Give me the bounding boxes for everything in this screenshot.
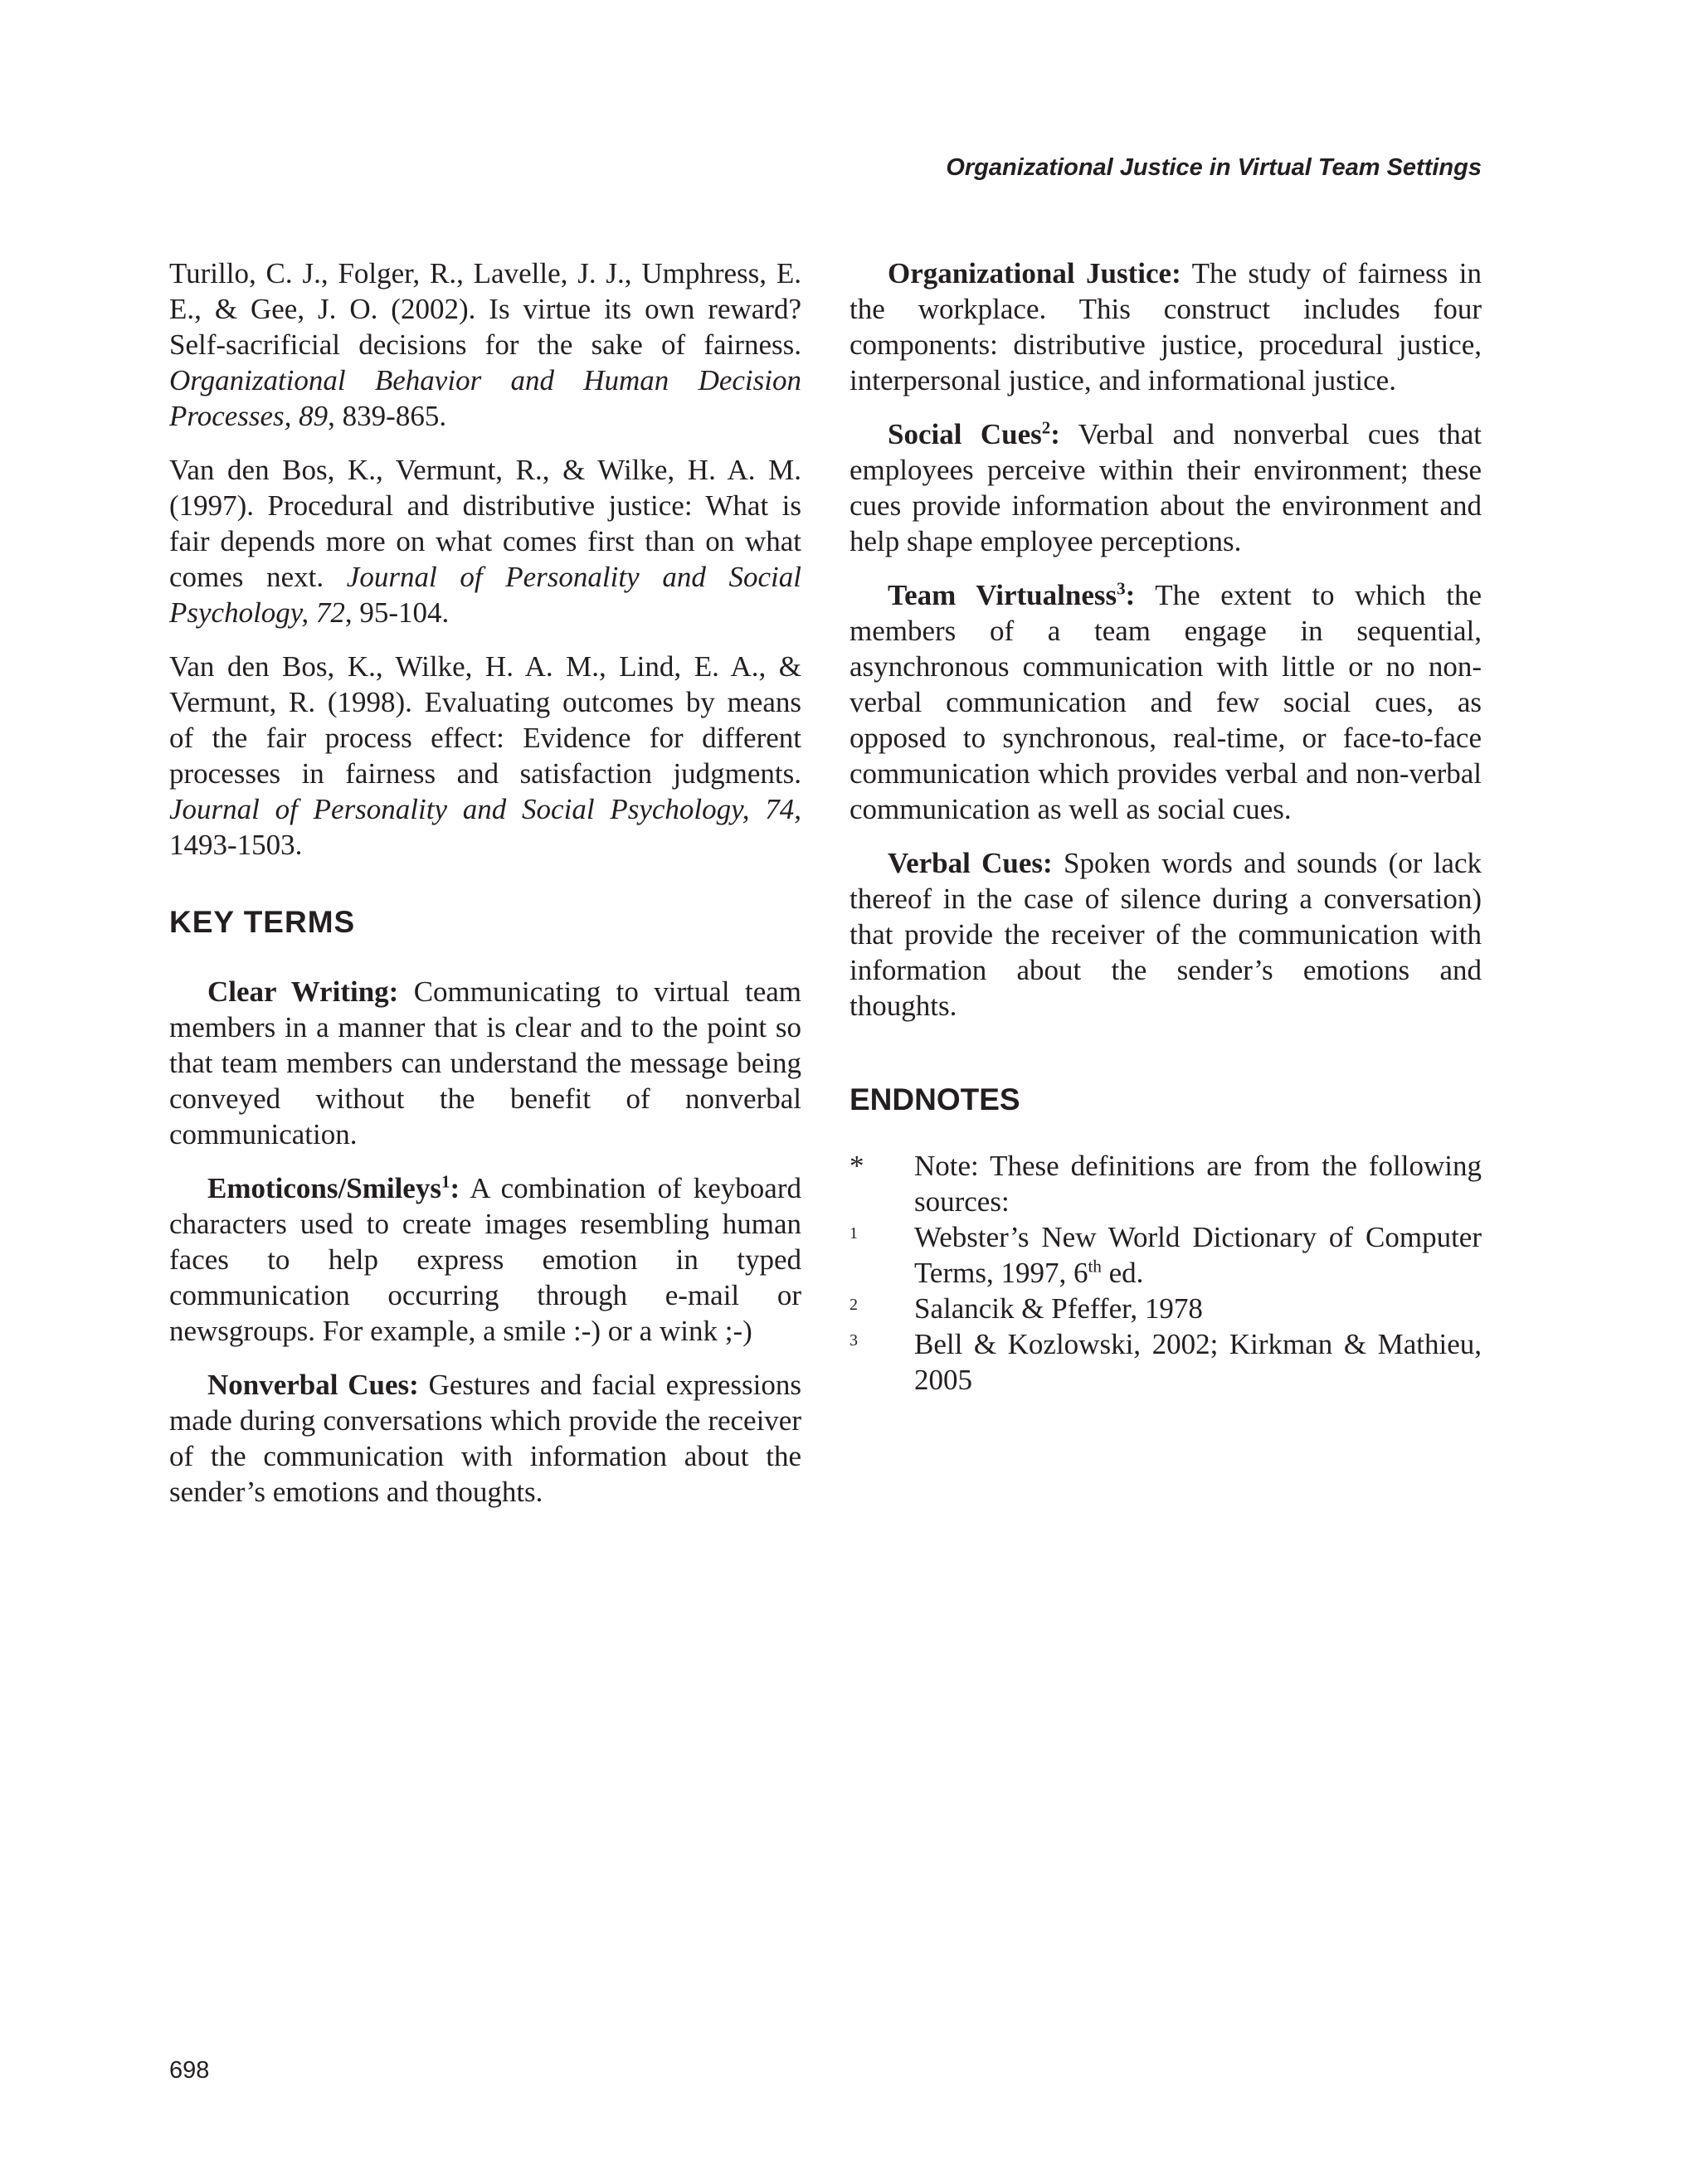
running-head-title: Organizational Justice in Virtual Team Settings [946,154,1482,181]
reference-text: Van den Bos, K., Wilke, H. A. M., Lind, E. A., & Vermunt, R. (1998). Evaluating outcomes by means of the fair process effect: Evidence for different processes in fairness and satisfaction judgments. [169,650,801,790]
key-term-label: Team Virtualness$^3$: [888,578,1136,611]
reference-pages: , 839-865. [328,400,447,432]
key-term-entry [850,255,1482,398]
reference-entry [169,452,801,630]
reference-journal: Organizational Behavior and Human Decision Processes, 89 [169,364,801,432]
key-term-entry [169,1367,801,1510]
endnote-item [850,1148,1482,1219]
key-term-definition: Spoken words and sounds (or lack thereof in the case of silence during a conversation) that provide the receiver of the communication with information about the sender’s emotions and thoughts. [850,847,1482,1022]
key-term-definition: Gestures and facial expressions made during conversations which provide the receiver of the communication with information about the sender’s emotions and thoughts. [169,1369,801,1508]
key-term-entry [850,845,1482,1024]
key-term-label: Nonverbal Cues: [207,1369,419,1401]
key-term-definition: Verbal and nonverbal cues that employees perceive within their environment; these cues provide information about the environment and help shape employee perceptions. [850,418,1482,557]
endnote-text: Salancik & Pfeffer, 1978 [914,1292,1203,1325]
endnote-text: Bell & Kozlowski, 2002; Kirkman & Mathieu, 2005 [914,1328,1482,1396]
key-term-label: Emoticons/Smileys$^1$: [207,1171,460,1204]
endnote-mark: 1 [850,1224,858,1243]
reference-entry [169,649,801,863]
endnote-text: Webster’s New World Dictionary of Computer Terms, 1997, 6th ed. [914,1221,1482,1289]
endnote-item [850,1326,1482,1398]
key-term-entry [169,974,801,1152]
reference-journal: Journal of Personality and Social Psychology, 72 [169,561,801,629]
key-term-entry [169,1170,801,1349]
endnote-mark: * [850,1150,864,1182]
key-term-label: Organizational Justice: [888,257,1181,289]
key-term-label: Clear Writing: [207,975,399,1008]
key-term-entry [850,577,1482,827]
reference-text: Van den Bos, K., Vermunt, R., & Wilke, H. A. M. (1997). Procedural and distributive justice: What is fair depends more on what comes first than on what comes next. [169,454,801,593]
reference-text: Turillo, C. J., Folger, R., Lavelle, J. J., Umphress, E. E., & Gee, J. O. (2002). Is virtue its own reward? Self-sacrificial decisions for the sake of fairness. [169,257,801,361]
key-term-definition: The study of fairness in the workplace. This construct includes four components: distributive justice, procedural justice, interpersonal justice, and informational justice. [850,257,1482,396]
reference-journal: Journal of Personality and Social Psychology, 74, [169,793,801,825]
page-number: 698 [169,2057,210,2084]
key-term-definition: The extent to which the members of a team engage in sequential, asynchronous communication with little or no non-verbal communication and few social cues, as opposed to synchronous, real-time, or face-to-face communication which provides verbal and non-verbal communication as well as social cues. [850,579,1482,825]
key-terms-heading: KEY TERMS [169,905,356,939]
key-term-entry [850,416,1482,559]
endnote-mark: 3 [850,1331,858,1350]
endnotes-heading: ENDNOTES [850,1082,1020,1116]
left-column [169,255,801,1528]
reference-entry [169,255,801,434]
key-term-label: Social Cues$^2$: [888,417,1060,450]
reference-pages: 1493-1503. [169,829,303,861]
key-term-definition: Communicating to virtual team members in a manner that is clear and to the point so that team members can understand the message being conveyed without the benefit of nonverbal communication. [169,975,802,1150]
endnote-mark: 2 [850,1296,858,1314]
endnote-item [850,1219,1482,1291]
endnote-item [850,1291,1482,1326]
key-term-definition: A combination of keyboard characters used to create images resembling human faces to help express emotion in typed communication occurring through e-mail or newsgroups. For example, a smile :-) or a wink ;-) [169,1172,801,1347]
reference-pages: , 95-104. [344,596,450,629]
key-term-label: Verbal Cues: [888,847,1053,879]
endnote-text: Note: These definitions are from the following sources: [914,1150,1482,1218]
right-column [850,255,1482,1398]
